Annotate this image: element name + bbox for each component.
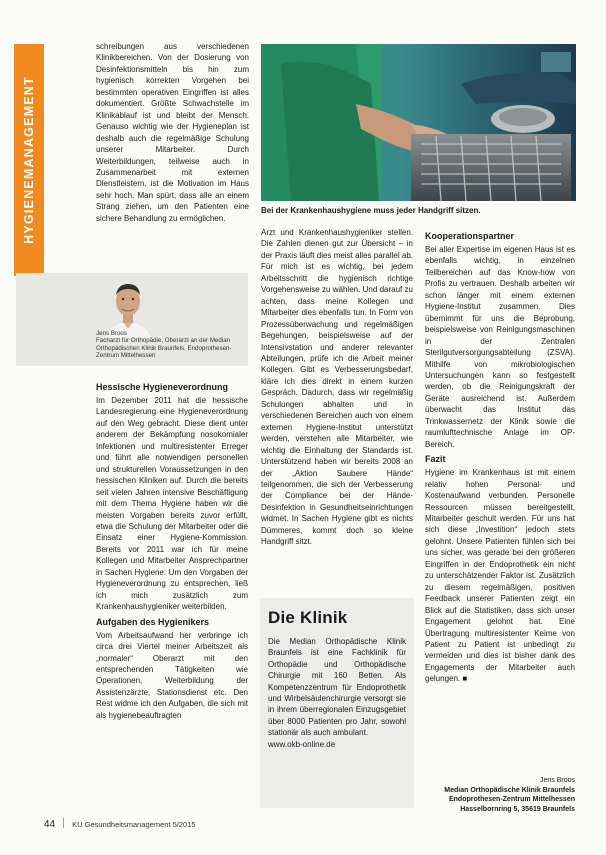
column-1-top	[96, 41, 249, 224]
klinik-infobox	[260, 598, 414, 808]
surgery-instruments-image	[261, 44, 576, 201]
column-2	[261, 227, 413, 548]
col1-top-text: schreibungen aus verschiedenen Klinikbereichen. Von der Dosierung von Desinfektionsmitteln bis hin zum hygienisch korrekten Vorgehen bei bestimmten operativen Eingriffen ist alles dokumentiert. Größte Schwachstelle im Klinikablauf ist und bleibt der Mensch. Genauso wichtig wie der Hygieneplan ist deshalb auch die regelmäßige Schulung unserer Mitarbeiter. Durch Weiterbildungen, teilweise auch in Zusammenarbeit mit externen Dienstleistern, ist die Motivation im Haus sehr hoch. Man spürt, dass alle an einem Strang ziehen, um den Patienten eine sichere Behandlung zu ermöglichen.	[96, 42, 249, 223]
heading-aufgaben: Aufgaben des Hygienikers	[96, 616, 210, 627]
portrait-name: Jens Broos	[96, 330, 127, 337]
signature-line2: Endoprothesen-Zentrum Mittelhessen	[448, 796, 575, 804]
signature-line1: Median Orthopädische Klinik Braunfels	[444, 786, 575, 794]
author-signature	[425, 776, 575, 814]
signature-line3: Hasselbornring 5, 35619 Braunfels	[460, 805, 575, 813]
klinik-text: Die Median Orthopädische Klinik Braunfels ist eine Fachklinik für Orthopädie und Orthopädische Chirurgie mit 160 Betten. Als Kompetenzzentrum für Endoprothetik und Wirbelsäulenchirurgie versorgt sie in ihrem überregionalen Einzugsgebiet über 8000 Patienten pro Jahr, sowohl stationär als auch ambulant.	[268, 637, 406, 738]
heading-hygieneverordnung: Hessische Hygieneverordnung	[96, 382, 229, 392]
column-1-bottom	[96, 378, 248, 721]
text-kooperation: Bei aller Expertise im eigenen Haus ist es ebenfalls wichtig, in einzelnen Teilbereichen auf das Know-how von Profis zu vertrauen. Deshalb arbeiten wir schon länger mit einem externen Hygiene-Institut zusammen. Dies übernimmt für uns die Beprobung, beispielsweise von Reinigungsmaschinen in der Zentralen Sterilgutversorgungsabteilung (ZSVA). Mithilfe von mikrobiologischen Untersuchungen kann so festgestellt werden, ob die Reinigungskraft der Geräte ausreichend ist. Außerdem überwacht das Institut das Trinkwassernetz der Klinik sowie die raumlufttechnische Anlage im OP-Bereich.	[425, 245, 575, 449]
text-fazit: Hygiene im Krankenhaus ist mit einem relativ hohen Personal- und Kostenaufwand verbunden. Personelle Ressourcen müssen bereitgestellt, Mitarbeiter geschult werden. Für uns hat sich diese „Investition“ jedoch stets gelohnt. Unsere Patienten fühlen sich bei uns sicher, was gerade bei den größeren Eingriffen in der Endoprothetik ein nicht zu unterschätzender Faktor ist. Zusätzlich zu diesem regelmäßigen, positiven Feedback unserer Patienten zeigt ein Blick auf die Statistiken, dass sich unser Engagement gelohnt hat. Eine Übertragung multiresistenter Keime von Patient zu Patient ist unbedingt zu vermeiden und dies ist bisher dank des Engagements der Mitarbeiter auch gelungen. ■	[425, 468, 575, 684]
heading-kooperation: Kooperationspartner	[425, 231, 515, 241]
photo-caption: Bei der Krankenhaushygiene muss jeder Handgriff sitzen.	[261, 206, 481, 215]
footer-divider	[63, 818, 64, 828]
section-label: HYGIENEMANAGEMENT	[22, 76, 36, 244]
hygiene-photo	[261, 44, 576, 201]
journal-name: KU Gesundheitsmanagement 5/2015	[72, 820, 196, 829]
col2-text: Arzt und Krankenhaushygieniker stellen. Die Zahlen dienen gut zur Übersicht – in der Praxis läuft dies meist alles parallel ab. Für mich ist es wichtig, bei jedem Arbeitsschritt die hygienisch richtige Vorgehensweise zu wählen. Und darauf zu achten, dass meine Kollegen und Mitarbeiter dies ebenfalls tun. In Form von Prozessüberwachung und regelmäßigen Begehungen, beispielsweise auf der Intensivstation und anderer relevanter Abteilungen, prüfe ich die Arbeit meiner Kollegen. Gibt es Verbesserungsbedarf, kläre ich dies direkt in einem kurzen Gespräch. Dadurch, dass wir regelmäßig Schulungen abhalten und in verschiedenen Bereichen auch von einem externen Hygiene-Institut unterstützt werden, verstehen alle Mitarbeiter, wie wichtig die Einhaltung der Standards ist. Unterstützend haben wir bereits 2008 an der „Aktion Saubere Hände“ teilgenommen, die sich der Verbesserung der Compliance bei der Hände-Desinfektion in Gesundheitseinrichtungen widmet. In Sachen Hygiene gibt es nichts Dümmeres, kommt doch so kleine Handgriff sitzt.	[261, 228, 413, 547]
page-number: 44	[44, 819, 56, 830]
klinik-url[interactable]: www.okb-online.de	[268, 739, 336, 749]
heading-fazit: Fazit	[425, 454, 446, 465]
page-footer	[44, 818, 196, 830]
section-tab	[14, 44, 44, 276]
text-hygieneverordnung: Im Dezember 2011 hat die hessische Landesregierung eine Hygieneverordnung auf den Weg gebracht. Diese dient unter anderem der Bekämpfung nosokomialer Infektionen und multiresistenter Erreger und führt alle notwendigen personellen und strukturellen Voraussetzungen in den hessischen Kliniken auf. Durch die bereits seit vielen Jahren intensive Beschäftigung mit dem Thema Hygiene haben wir die meisten Vorgaben bereits zuvor erfüllt, etwa die Schulung der Mitarbeiter oder die Einsatz einer Hygiene-Kommission. Bereits vor 2011 war ich für meine Kollegen und Mitarbeiter Ansprechpartner in Sachen Hygiene. Um den Vorgaben der Hygieneverordnung zu entsprechen, ließ ich mich zusätzlich zum Krankenhaushygieniker weiterbilden.	[96, 396, 248, 612]
klinik-title: Die Klinik	[268, 608, 348, 627]
portrait-role: Facharzt für Orthopädie, Oberarzt an der Median Orthopädischen Klinik Braunfels, Endoprothesen-Zentrum Mittelhessen	[96, 337, 232, 360]
column-3	[425, 227, 575, 685]
text-aufgaben: Vom Arbeitsaufwand her verbringe ich circa drei Viertel meiner Arbeitszeit als „normaler“ Oberarzt mit den entsprechenden Tätigkeiten wie Operationen, Weiterbildung der Assistenzärzte, Stationsdienst etc. Den Rest widme ich den Aufgaben, die sich mit als hygienebeauftragten	[96, 630, 248, 720]
signature-name: Jens Broos	[539, 777, 575, 784]
portrait-caption	[96, 330, 246, 360]
